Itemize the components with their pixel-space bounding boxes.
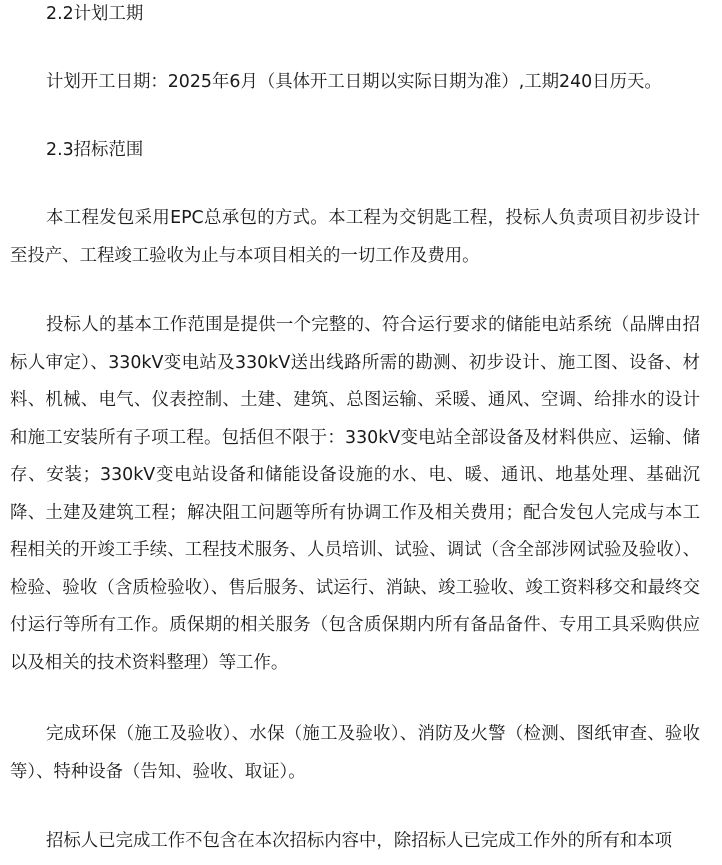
scope-paragraph-basic-work: 投标人的基本工作范围是提供一个完整的、符合运行要求的储能电站系统（品牌由招标人审定）、330kV变电站及330kV送出线路所需的勘测、初步设计、施工图、设备、材料、机械、电气、仪表控制、土建、建筑、总图运输、采暖、通风、空调、给排水的设计和施工安装所有子项工程。包括但不限于：330kV变电站全部设备及材料供应、运输、储存、安装；330kV变电站设备和储能设备设施的水、电、暖、通讯、地基处理、基础沉降、土建及建筑工程；解决阻工问题等所有协调工作及相关费用；配合发包人完成与本工程相关的开竣工手续、工程技术服务、人员培训、试验、调试（含全部涉网试验及验收）、检验、验收（含质检验收）、售后服务、试运行、消缺、竣工验收、竣工资料移交和最终交付运行等所有工作。质保期的相关服务（包含质保期内所有备品备件、专用工具采购供应以及相关的技术资料整理）等工作。 (10, 315, 700, 673)
section-heading-scope: 2.3招标范围 (46, 140, 144, 160)
scope-paragraph-environmental: 完成环保（施工及验收）、水保（施工及验收）、消防及火警（检测、图纸审查、验收等）、特种设备（告知、验收、取证）。 (10, 724, 700, 782)
scope-paragraph-epc: 本工程发包采用EPC总承包的方式。本工程为交钥匙工程，投标人负责项目初步设计至投产、工程竣工验收为止与本项目相关的一切工作及费用。 (10, 208, 700, 266)
section-heading-schedule: 2.2计划工期 (46, 4, 144, 24)
scope-paragraph-excluded-work: 招标人已完成工作不包含在本次招标内容中，除招标人已完成工作外的所有和本项 (46, 831, 673, 851)
schedule-paragraph: 计划开工日期：2025年6月（具体开工日期以实际日期为准）,工期240日历天。 (46, 72, 662, 92)
